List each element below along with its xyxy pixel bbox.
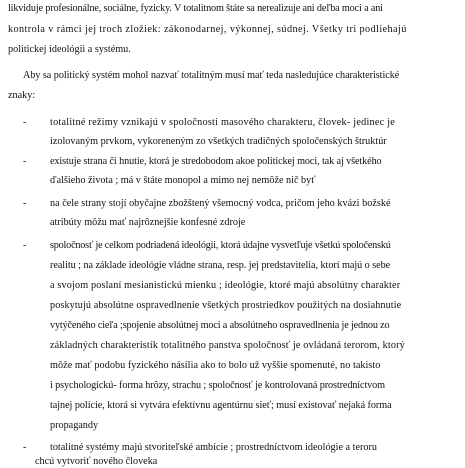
bullet-marker: -	[23, 117, 27, 128]
text-line: znaky:	[8, 90, 36, 101]
text-line: totalitné systémy majú stvoriteľské ambície ; prostredníctvom ideológie a teroru	[50, 442, 377, 453]
text-line: atribúty môžu mať najrôznejšie konfesné zdroje	[50, 217, 246, 228]
text-line: môže mať podobu fyzického násilia ako to bolo už vyššie spomenuté, no takisto	[50, 360, 381, 371]
text-line: ďalšieho života ; má v štáte monopol a mimo nej nemôže nič byť	[50, 175, 316, 186]
text-line: chcú vytvoriť nového človeka	[35, 456, 158, 467]
text-line: Aby sa politický systém mohol nazvať totalitným musí mať teda nasledujúce charakteristické	[23, 70, 400, 81]
text-line: spoločnosť je celkom podriadená ideológii, ktorá údajne vysvetľuje všetkú spoločenskú	[50, 240, 391, 251]
bullet-marker: -	[23, 198, 27, 209]
bullet-marker: -	[23, 442, 27, 453]
text-line: totalitné režimy vznikajú v spoločnosti masového charakteru, človek- jedinec je	[50, 117, 396, 128]
text-line: realitu ; na základe ideológie vládne strana, resp. jej predstavitelia, ktorí majú o sebe	[50, 260, 391, 271]
text-line: politickej ideológii a systému.	[8, 44, 131, 55]
text-line: propagandy	[50, 420, 99, 431]
text-line: likviduje profesionálne, sociálne, fyzicky. V totalitnom štáte sa nerealizuje ani deľba moci a ani	[8, 3, 383, 14]
text-line: i psychologickú- forma hrôzy, strachu ; spoločnosť je kontrolovaná prostredníctvom	[50, 380, 385, 391]
text-line: kontrola v rámci jej troch zložiek: zákonodarnej, výkonnej, súdnej. Všetky tri podliehajú	[8, 24, 407, 35]
text-line: poskytujú absolútne ospravedlnenie všetkých prostriedkov použitých na dosiahnutie	[50, 300, 402, 311]
text-line: vytýčeného cieľa ;spojenie absolútnej moci a absolútneho ospravedlnenia je jednou zo	[50, 320, 390, 331]
text-line: na čele strany stojí obyčajne zbožštený všemocný vodca, pričom jeho kvázi božské	[50, 198, 391, 209]
bullet-marker: -	[23, 240, 27, 251]
text-line: tajnej polície, ktorá si vytvára efektívnu agentúrnu sieť; musí existovať nejaká forma	[50, 400, 392, 411]
text-line: existuje strana či hnutie, ktorá je stredobodom akoe politickej moci, tak aj všetkého	[50, 156, 382, 167]
text-line: základných charakteristík totalitného panstva spoločnosť je ovládaná terorom, ktorý	[50, 340, 405, 351]
bullet-marker: -	[23, 156, 27, 167]
text-line: izolovaným prvkom, vykoreneným zo všetkých tradičných spoločenských štruktúr	[50, 136, 387, 147]
text-line: a svojom poslaní mesianistickú mienku ; ideológie, ktoré majú absolútny charakter	[50, 280, 401, 291]
